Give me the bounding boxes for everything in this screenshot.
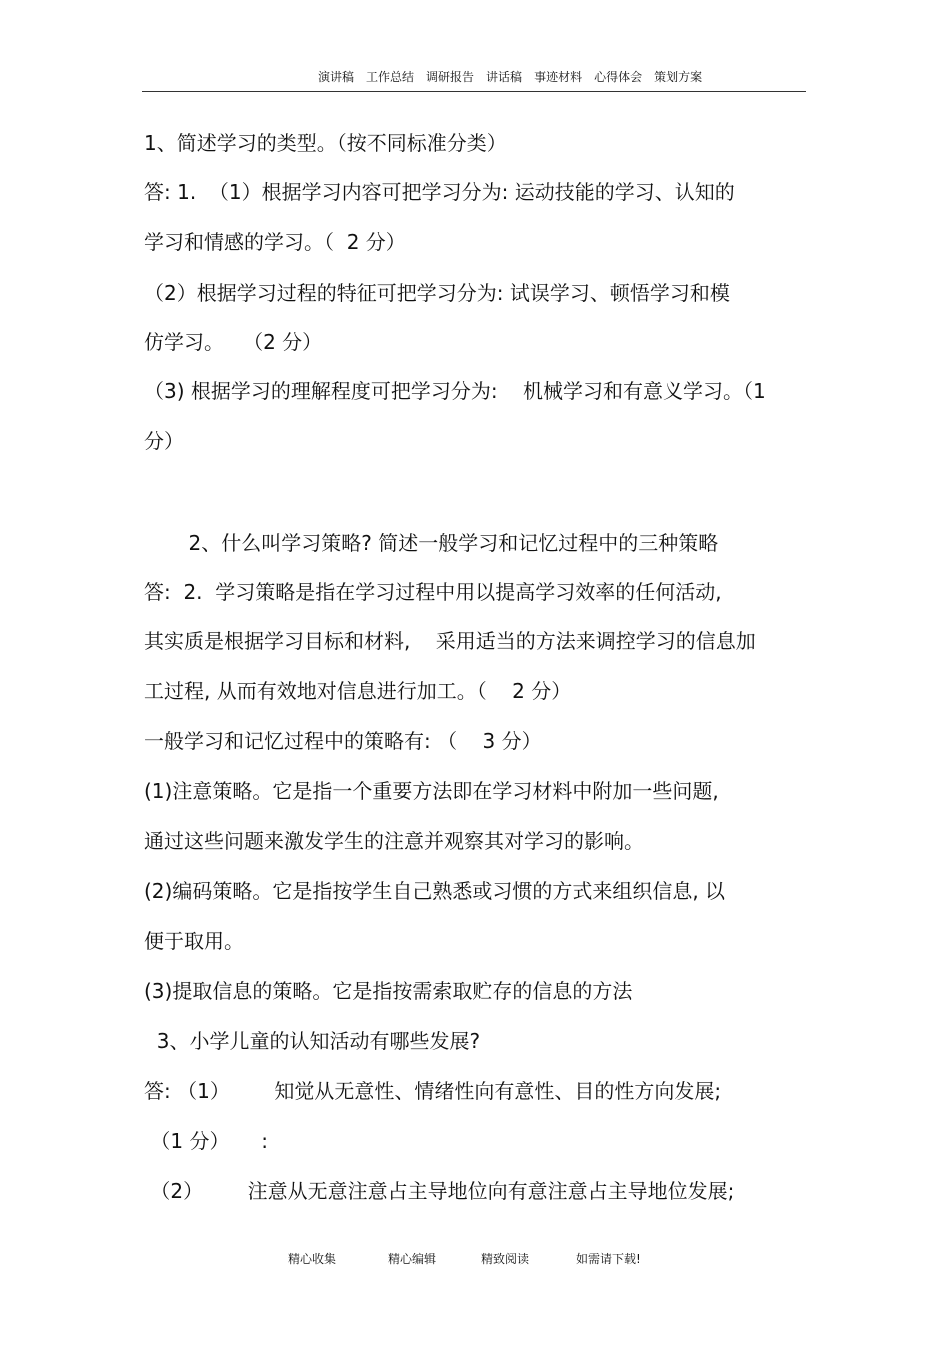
text-line: (1)注意策略。它是指一个重要方法即在学习材料中附加一些问题, — [144, 779, 719, 803]
question-1-title: 1、简述学习的类型。（按不同标准分类） — [144, 131, 507, 155]
header-link: 工作总结 — [366, 70, 415, 84]
text-line: 工过程, 从而有效地对信息进行加工。（ 2 分） — [144, 679, 572, 703]
text-line: 答: 1. （1）根据学习内容可把学习分为: 运动技能的学习、认知的 — [144, 180, 735, 204]
text-line: (2)编码策略。它是指按学生自己熟悉或习惯的方式来组织信息, 以 — [144, 879, 726, 903]
header-link: 调研报告 — [426, 70, 475, 84]
page-footer — [0, 1250, 950, 1270]
text-line: 一般学习和记忆过程中的策略有: （ 3 分） — [144, 729, 542, 753]
text-line: 通过这些问题来激发学生的注意并观察其对学习的影响。 — [144, 829, 644, 853]
text-line: 分） — [144, 429, 184, 453]
page-header — [0, 68, 950, 92]
header-link: 讲话稿 — [486, 70, 523, 84]
header-link: 心得体会 — [594, 70, 643, 84]
text-line: 学习和情感的学习。（ 2 分） — [144, 230, 406, 254]
text-line: 答: （1） 知觉从无意性、情绪性向有意性、目的性方向发展; — [144, 1079, 722, 1103]
footer-item: 精心编辑 — [388, 1252, 437, 1266]
text-line: （3) 根据学习的理解程度可把学习分为: 机械学习和有意义学习。（1 — [144, 379, 766, 403]
question-2-title: 2、什么叫学习策略? 简述一般学习和记忆过程中的三种策略 — [144, 531, 719, 555]
text-line: （1 分） : — [144, 1129, 268, 1153]
text-line: (3)提取信息的策略。它是指按需索取贮存的信息的方法 — [144, 979, 633, 1003]
text-line: 仿学习。 （2 分） — [144, 330, 323, 354]
header-link: 演讲稿 — [318, 70, 355, 84]
header-link: 策划方案 — [654, 70, 703, 84]
text-line: （2）根据学习过程的特征可把学习分为: 试误学习、顿悟学习和模 — [144, 281, 730, 305]
footer-item: 如需请下载! — [576, 1252, 641, 1266]
footer-item: 精心收集 — [288, 1252, 337, 1266]
header-category-links — [318, 68, 714, 85]
question-3-title: 3、小学儿童的认知活动有哪些发展? — [144, 1029, 481, 1053]
text-line: （2） 注意从无意注意占主导地位向有意注意占主导地位发展; — [144, 1179, 735, 1203]
text-line: 便于取用。 — [144, 929, 244, 953]
text-line: 答: 2. 学习策略是指在学习过程中用以提高学习效率的任何活动, — [144, 580, 722, 604]
header-divider — [142, 91, 806, 92]
header-link: 事迹材料 — [534, 70, 583, 84]
footer-item: 精致阅读 — [481, 1252, 530, 1266]
text-line: 其实质是根据学习目标和材料, 采用适当的方法来调控学习的信息加 — [144, 629, 756, 653]
